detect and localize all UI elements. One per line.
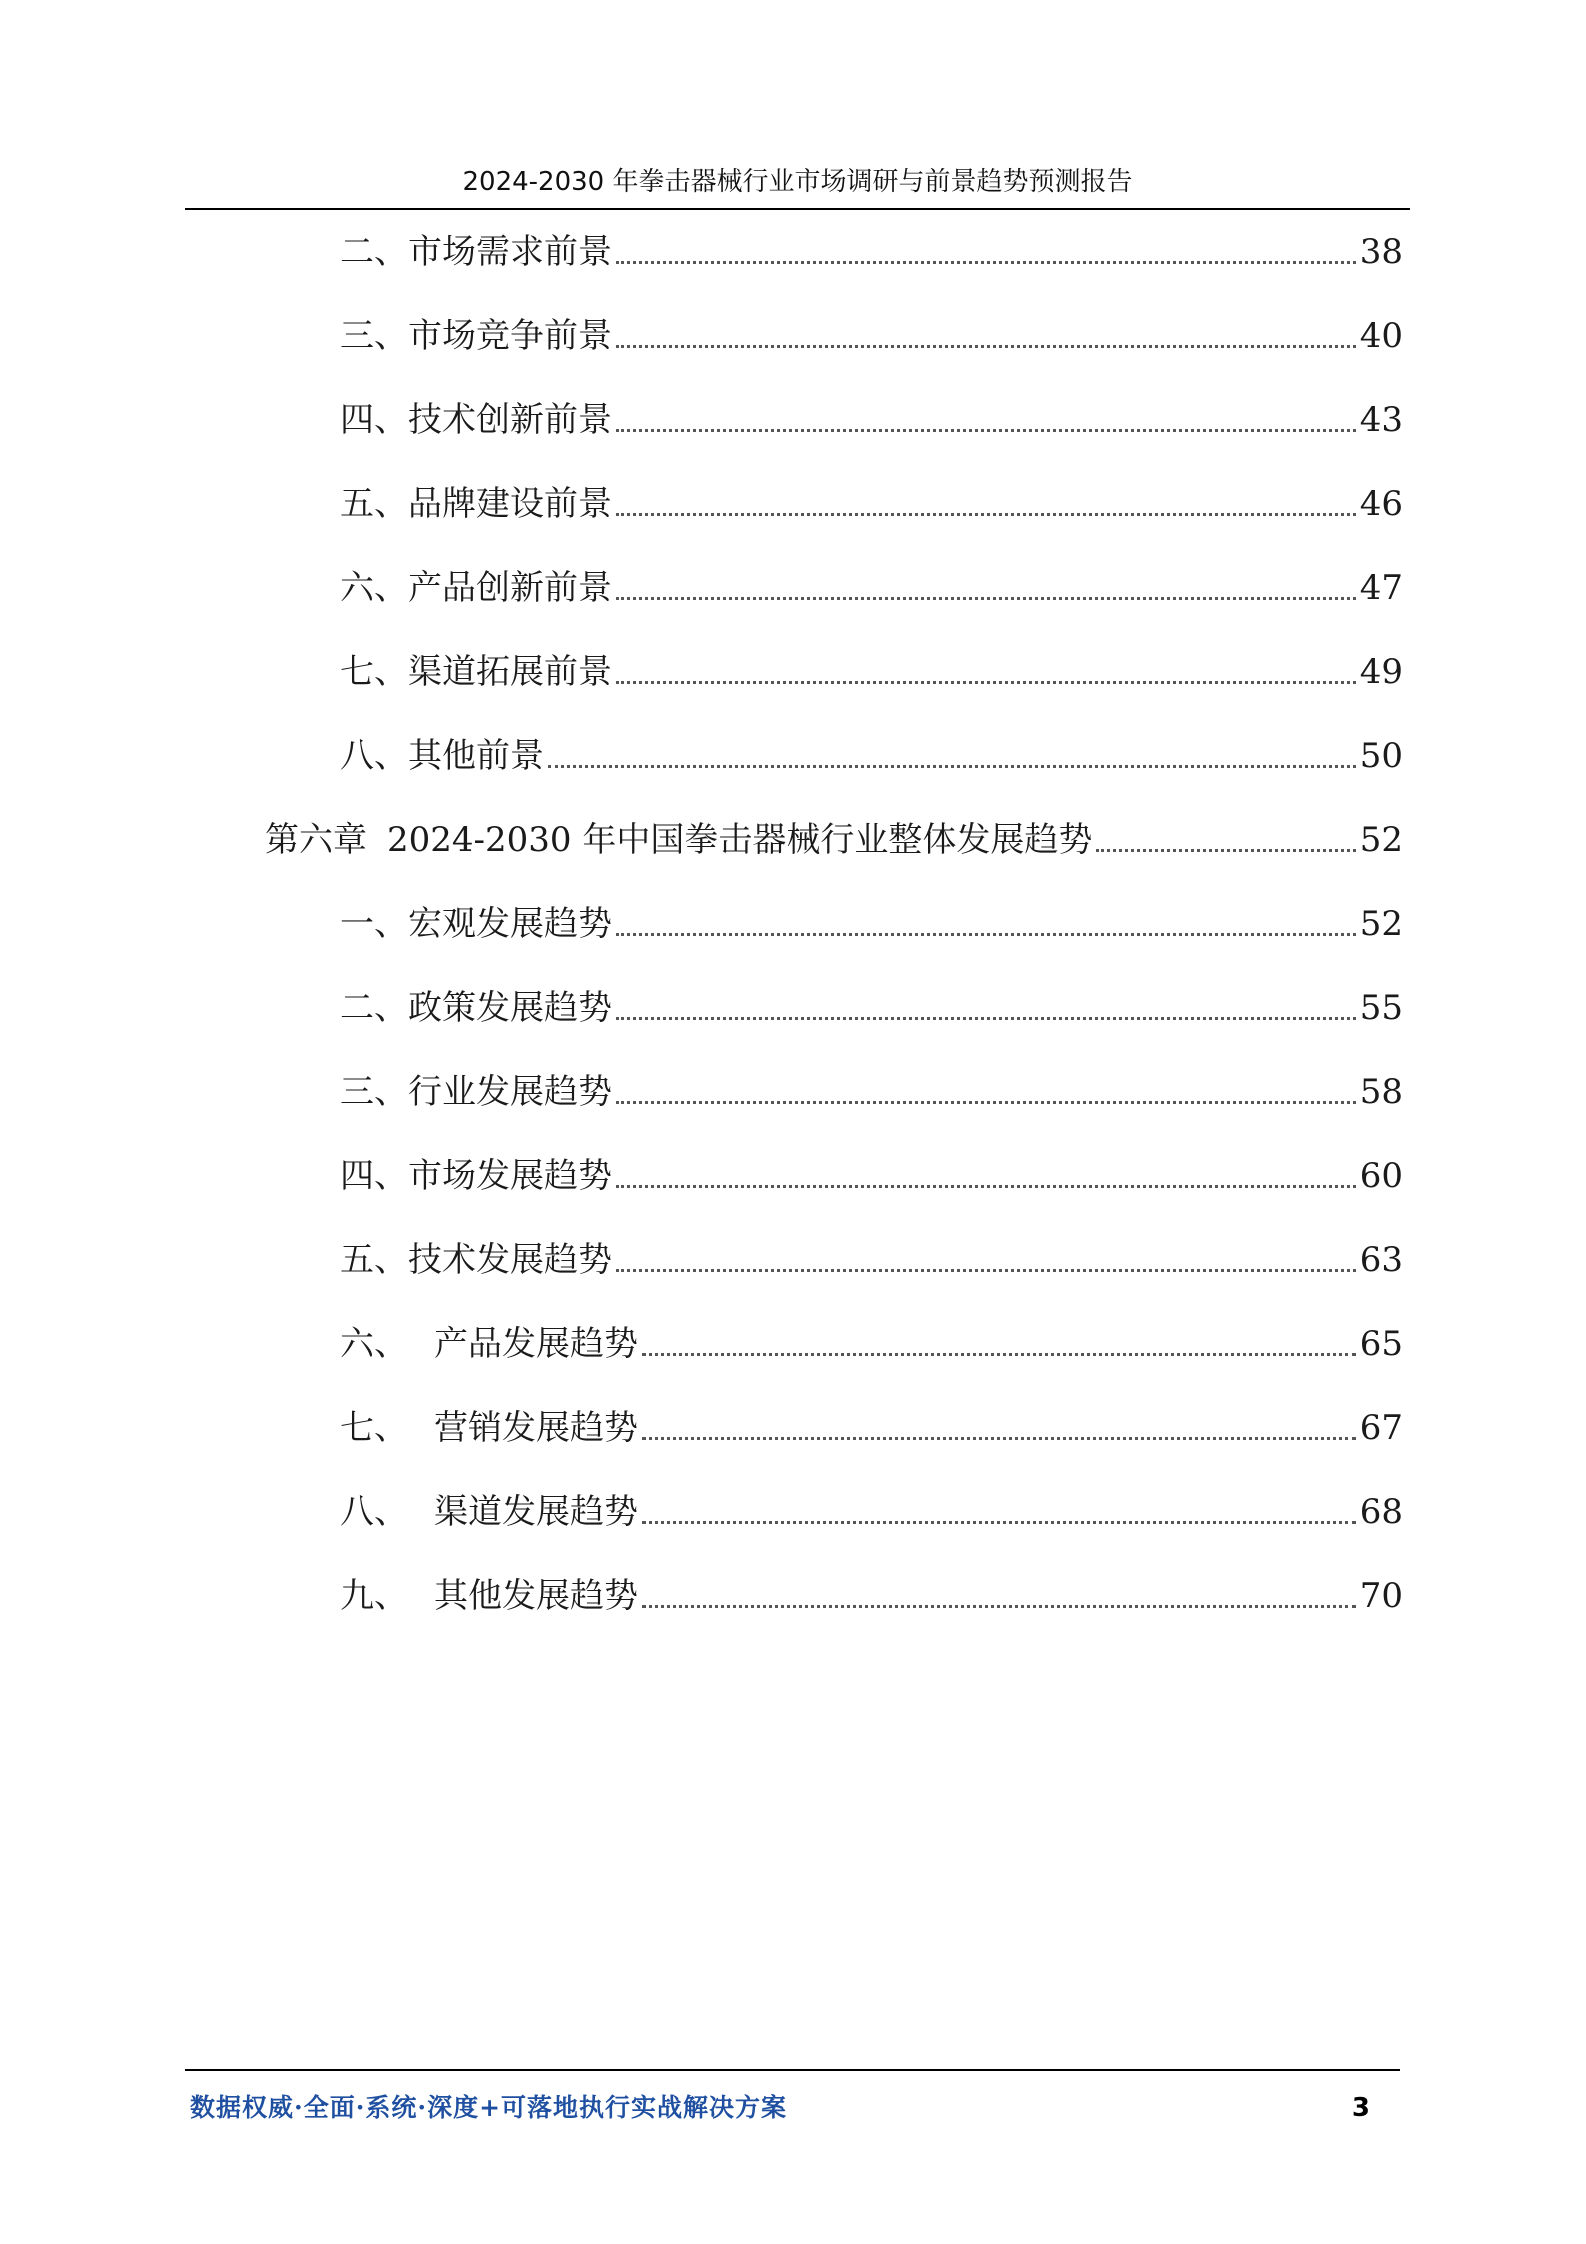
toc-entry-title: 行业发展趋势 <box>408 1072 612 1112</box>
toc-entry-number: 二、 <box>340 232 408 272</box>
toc-entry-title: 产品发展趋势 <box>434 1324 638 1364</box>
toc-entry[interactable] <box>340 1404 1403 1452</box>
toc-entry-number: 八、 <box>340 1492 408 1532</box>
toc-entry-number: 一、 <box>340 904 408 944</box>
toc-entry[interactable] <box>340 900 1403 948</box>
toc-entry-title: 市场竞争前景 <box>408 316 612 356</box>
toc-entry-page: 46 <box>1359 484 1403 524</box>
toc-entry[interactable] <box>340 1572 1403 1620</box>
toc-entry[interactable] <box>340 984 1403 1032</box>
toc-entry-number: 五、 <box>340 484 408 524</box>
toc-entry-page: 49 <box>1359 652 1403 692</box>
toc-dot-leader <box>1096 849 1355 852</box>
toc-entry-page: 58 <box>1359 1072 1403 1112</box>
toc-entry-number: 八、 <box>340 736 408 776</box>
toc-entry[interactable] <box>340 1236 1403 1284</box>
toc-entry-page: 68 <box>1359 1492 1403 1532</box>
toc-entry-number: 六、 <box>340 568 408 608</box>
toc-entry[interactable] <box>340 480 1403 528</box>
toc-dot-leader <box>642 1521 1356 1524</box>
toc-entry-page: 70 <box>1359 1576 1403 1616</box>
toc-dot-leader <box>616 345 1356 348</box>
toc-entry-title: 市场发展趋势 <box>408 1156 612 1196</box>
toc-chapter-entry[interactable] <box>265 816 1403 864</box>
toc-chapter-number: 第六章 <box>265 820 367 860</box>
toc-entry[interactable] <box>340 648 1403 696</box>
toc-dot-leader <box>616 597 1356 600</box>
toc-entry-page: 60 <box>1359 1156 1403 1196</box>
toc-dot-leader <box>642 1437 1356 1440</box>
toc-entry-number: 九、 <box>340 1576 408 1616</box>
toc-entry-title: 市场需求前景 <box>408 232 612 272</box>
toc-entry[interactable] <box>340 1320 1403 1368</box>
toc-entry-title: 政策发展趋势 <box>408 988 612 1028</box>
toc-entry-title: 品牌建设前景 <box>408 484 612 524</box>
toc-entry-title: 渠道拓展前景 <box>408 652 612 692</box>
toc-entry-page: 67 <box>1359 1408 1403 1448</box>
toc-entry[interactable] <box>340 1488 1403 1536</box>
toc-dot-leader <box>616 1101 1356 1104</box>
toc-dot-leader <box>616 1185 1356 1188</box>
toc-dot-leader <box>548 765 1356 768</box>
toc-entry-page: 40 <box>1359 316 1403 356</box>
toc-entry-page: 38 <box>1359 232 1403 272</box>
toc-entry[interactable] <box>340 396 1403 444</box>
toc-dot-leader <box>642 1353 1356 1356</box>
toc-entry-number: 七、 <box>340 652 408 692</box>
toc-entry-page: 47 <box>1359 568 1403 608</box>
footer-slogan: 数据权威·全面·系统·深度+可落地执行实战解决方案 <box>190 2093 788 2122</box>
toc-entry-page: 52 <box>1359 820 1403 860</box>
toc-entry[interactable] <box>340 312 1403 360</box>
toc-dot-leader <box>616 681 1356 684</box>
toc-dot-leader <box>616 513 1356 516</box>
toc-entry-number: 六、 <box>340 1324 408 1364</box>
toc-entry[interactable] <box>340 228 1403 276</box>
toc-entry-title: 产品创新前景 <box>408 568 612 608</box>
toc-entry-page: 52 <box>1359 904 1403 944</box>
toc-entry-title: 宏观发展趋势 <box>408 904 612 944</box>
toc-dot-leader <box>616 933 1356 936</box>
toc-entry-number: 四、 <box>340 1156 408 1196</box>
page-number: 3 <box>1351 2093 1370 2123</box>
toc-entry-page: 55 <box>1359 988 1403 1028</box>
toc-entry-number: 七、 <box>340 1408 408 1448</box>
toc-entry-title: 技术发展趋势 <box>408 1240 612 1280</box>
toc-entry-title: 其他前景 <box>408 736 544 776</box>
toc-entry-number: 三、 <box>340 1072 408 1112</box>
toc-entry-title: 渠道发展趋势 <box>434 1492 638 1532</box>
toc-entry[interactable] <box>340 1152 1403 1200</box>
toc-entry-number: 五、 <box>340 1240 408 1280</box>
toc-entry-number: 三、 <box>340 316 408 356</box>
toc-chapter-title: 2024-2030 年中国拳击器械行业整体发展趋势 <box>387 820 1093 860</box>
toc-entry-title: 其他发展趋势 <box>434 1576 638 1616</box>
page-header-title: 2024-2030 年拳击器械行业市场调研与前景趋势预测报告 <box>462 167 1133 197</box>
toc-dot-leader <box>616 429 1356 432</box>
toc-entry-page: 63 <box>1359 1240 1403 1280</box>
toc-dot-leader <box>642 1605 1356 1608</box>
toc-dot-leader <box>616 261 1356 264</box>
toc-entry-title: 营销发展趋势 <box>434 1408 638 1448</box>
toc-entry-page: 43 <box>1359 400 1403 440</box>
toc-entry[interactable] <box>340 1068 1403 1116</box>
toc-entry-page: 50 <box>1359 736 1403 776</box>
toc-entry-number: 四、 <box>340 400 408 440</box>
header-divider <box>185 208 1410 210</box>
toc-entry-title: 技术创新前景 <box>408 400 612 440</box>
toc-entry-number: 二、 <box>340 988 408 1028</box>
toc-entry[interactable] <box>340 564 1403 612</box>
toc-entry[interactable] <box>340 732 1403 780</box>
toc-dot-leader <box>616 1017 1356 1020</box>
footer-divider <box>185 2069 1400 2071</box>
toc-entry-page: 65 <box>1359 1324 1403 1364</box>
toc-dot-leader <box>616 1269 1356 1272</box>
